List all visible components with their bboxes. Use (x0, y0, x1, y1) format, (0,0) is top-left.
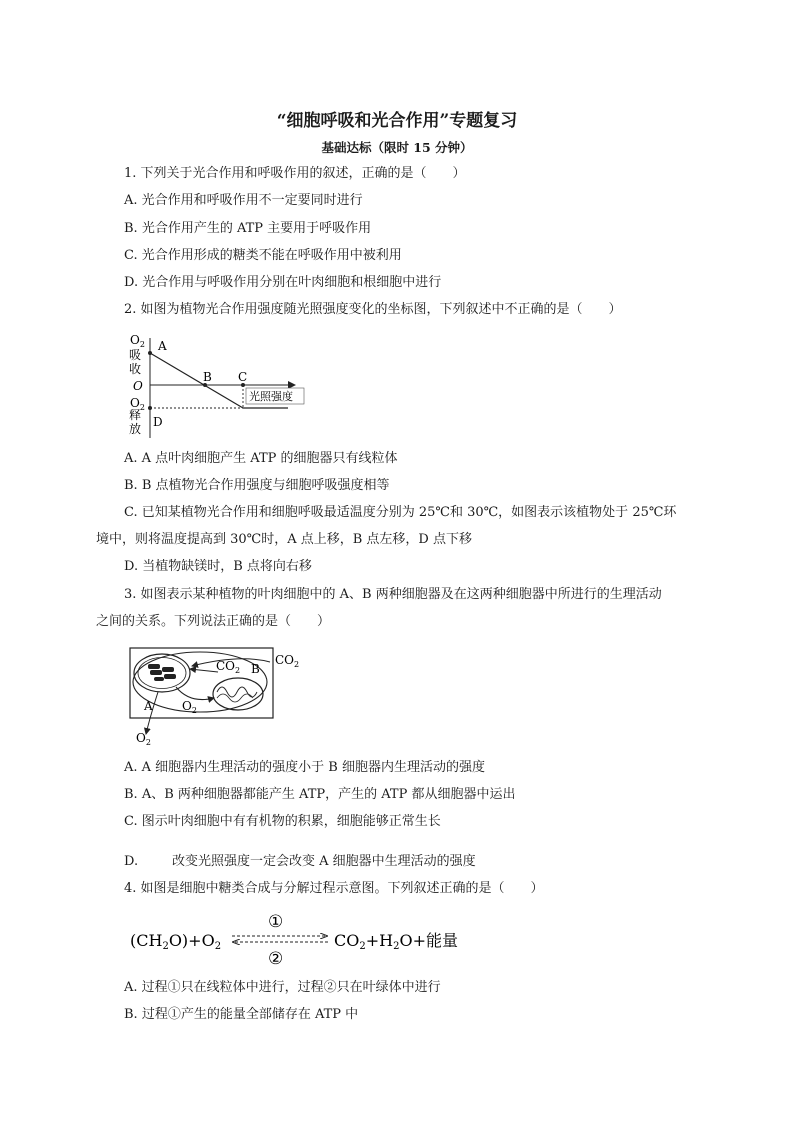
q3-stem-line1: 3. 如图表示某种植物的叶肉细胞中的 A、B 两种细胞器及在这两种细胞器中所进行的生理活动 (124, 587, 662, 602)
q4-eq-right: CO2+H2O+能量 (334, 931, 458, 952)
q2-option-c-line1: C. 已知某植物光合作用和细胞呼吸最适温度分别为 25℃和 30℃，如图表示该植物处于 25℃环 (124, 505, 677, 520)
q2-graph-absorb-2: 收 (129, 362, 142, 376)
q3-arrow-co2-to-a (190, 669, 218, 672)
q4-option-b: B. 过程①产生的能量全部储存在 ATP 中 (124, 1007, 359, 1022)
q3-option-d-letter: D. (124, 854, 139, 869)
q2-graph-release-2: 放 (129, 422, 142, 436)
q3-cell-inner-outline (133, 652, 267, 712)
q3-option-a: A. A 细胞器内生理活动的强度小于 B 细胞器内生理活动的强度 (124, 760, 485, 775)
q3-organelle-diagram (120, 642, 320, 750)
q1-option-c: C. 光合作用形成的糖类不能在呼吸作用中被利用 (124, 248, 402, 263)
page-title: “细胞呼吸和光合作用”专题复习 (276, 111, 518, 131)
page-subtitle: 基础达标（限时 15 分钟） (321, 140, 473, 155)
q2-graph-point-a (148, 351, 152, 355)
q2-graph-o2-top: $O_2$ (130, 333, 145, 349)
q3-option-b: B. A、B 两种细胞器都能产生 ATP，产生的 ATP 都从细胞器中运出 (124, 787, 516, 802)
q3-label-a: A (144, 699, 153, 713)
q4-eq-left: (CH2O)+O2 (130, 931, 222, 952)
q4-stem: 4. 如图是细胞中糖类合成与分解过程示意图。下列叙述正确的是（ ） (124, 881, 544, 896)
q3-label-co2-outer: $CO_2$ (275, 653, 300, 669)
q1-option-d: D. 光合作用与呼吸作用分别在叶肉细胞和根细胞中进行 (124, 275, 442, 290)
q1-option-a: A. 光合作用和呼吸作用不一定要同时进行 (124, 193, 363, 208)
q1-option-b: B. 光合作用产生的 ATP 主要用于呼吸作用 (124, 221, 372, 236)
q4-option-a: A. 过程①只在线粒体中进行，过程②只在叶绿体中进行 (124, 980, 441, 995)
q3-option-c: C. 图示叶肉细胞中有有机物的积累，细胞能够正常生长 (124, 814, 441, 829)
q4-reaction-equation (124, 906, 484, 970)
q4-process-2: ② (268, 949, 284, 969)
q1-stem: 1. 下列关于光合作用和呼吸作用的叙述，正确的是（ ） (124, 166, 466, 181)
q2-option-d: D. 当植物缺镁时，B 点将向右移 (124, 559, 312, 574)
q3-stem-line2: 之间的关系。下列说法正确的是（ ） (96, 614, 331, 629)
q3-label-b: B (251, 662, 260, 676)
q2-graph-label-c: C (238, 370, 248, 384)
q2-graph-label-d: D (153, 415, 163, 429)
q2-graph-label-a: A (158, 339, 167, 353)
q3-arrow-o2-to-b (176, 687, 214, 700)
q3-label-co2-inner: $CO_2$ (216, 659, 241, 675)
q3-label-o2-outer: $O_2$ (136, 731, 151, 747)
q4-process-1: ① (268, 912, 284, 932)
q2-graph-point-d (148, 406, 152, 410)
q2-option-b: B. B 点植物光合作用强度与细胞呼吸强度相等 (124, 478, 390, 493)
q2-graph-release-1: 释 (129, 408, 142, 422)
q3-chloroplast-grana (148, 664, 176, 681)
q2-light-intensity-graph (120, 330, 320, 442)
q2-option-c-line2: 境中，则将温度提高到 30℃时，A 点上移，B 点左移，D 点下移 (96, 532, 472, 547)
q2-graph-curve (150, 353, 243, 408)
q3-label-o2-inner: $O_2$ (182, 699, 197, 715)
q2-graph-label-b: B (203, 370, 212, 384)
q3-option-d: 改变光照强度一定会改变 A 细胞器中生理活动的强度 (172, 854, 476, 869)
q2-graph-xlabel: 光照强度 (249, 390, 293, 403)
q2-graph-origin: O (133, 379, 143, 393)
q2-option-a: A. A 点叶肉细胞产生 ATP 的细胞器只有线粒体 (124, 451, 398, 466)
q2-graph-o2-bottom: $O_2$ (130, 396, 145, 412)
q2-stem: 2. 如图为植物光合作用强度随光照强度变化的坐标图，下列叙述中不正确的是（ ） (124, 302, 622, 317)
q2-graph-absorb-1: 吸 (129, 348, 142, 362)
